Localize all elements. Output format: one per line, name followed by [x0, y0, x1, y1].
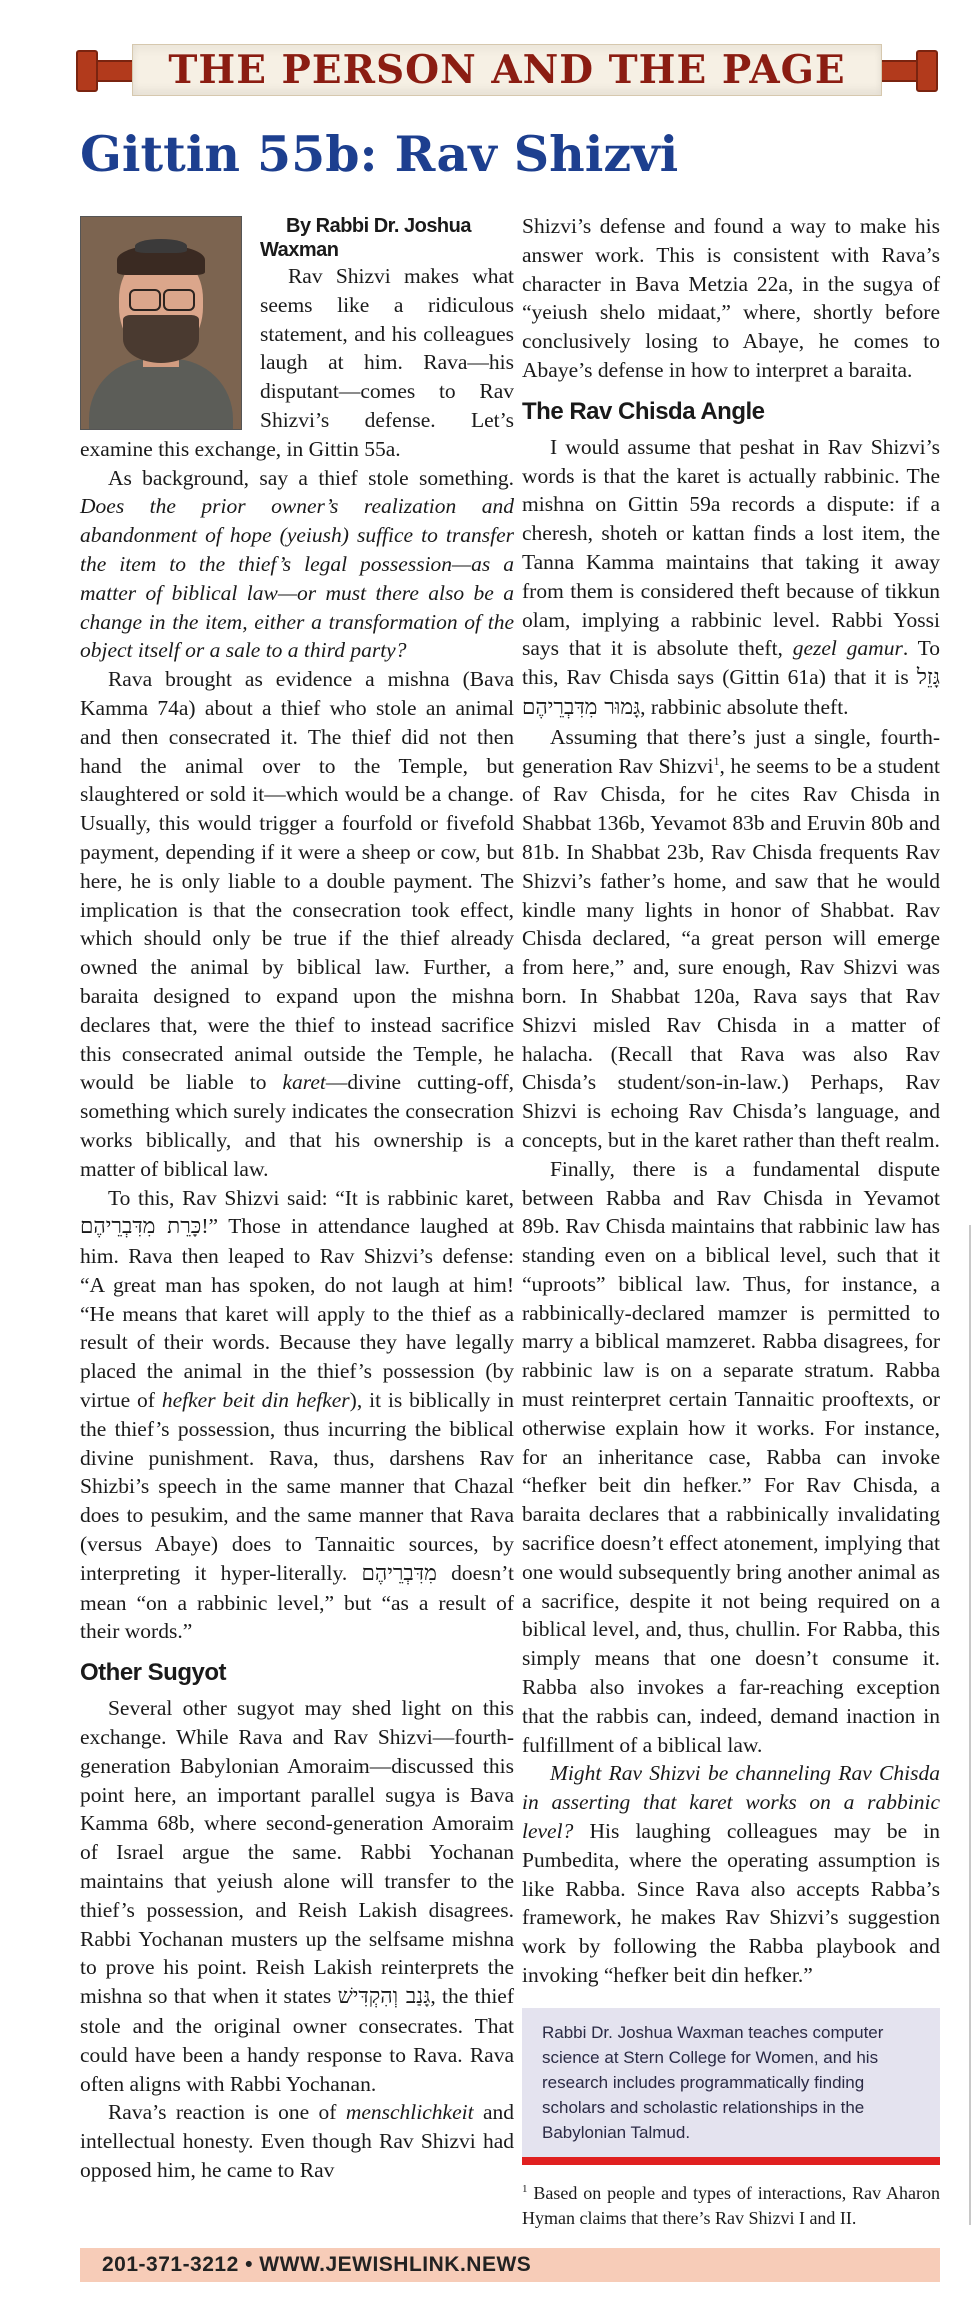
author-bio-box: Rabbi Dr. Joshua Waxman teaches computer science at Stern College for Women, and his research includes programmatically finding scholars and scholastic relationships in the Babylonian Talmud. [522, 2008, 940, 2165]
left-column [80, 214, 514, 2185]
section-banner [76, 40, 938, 100]
paragraph-peshat: I would assume that peshat in Rav Shizvi’s words is that the karet is actually rabbinic. The mishna on Gittin 59a records a dispute: if a cheresh, shoteh or kattan finds a lost item, the Tanna Kamma maintains that taking it away from them is considered theft because of tikkun olam, implying a rabbinic level. Rabbi Yossi says that it is absolute theft, gezel gamur. To this, Rav Chisda says (Gittin 61a) that it is גָּזֵל גָּמוּר מִדִּבְרֵיהֶם, rabbinic absolute theft. [522, 434, 940, 720]
hebrew-phrase: גָּזֵל גָּמוּר מִדִּבְרֵיהֶם [522, 665, 940, 720]
paragraph-conclusion: Might Rav Shizvi be channeling Rav Chisda in asserting that karet works on a rabbinic level? His laughing colleagues may be in Pumbedita, where the operating assumption is like Rabba. Since Rava also accepts Rabba’s framework, he makes Rav Shizvi’s suggestion work by following the Rabba playbook and invoking “hefker beit din hefker.” [522, 1761, 940, 1988]
author-photo [80, 216, 242, 430]
paragraph-rava-evidence: Rava brought as evidence a mishna (Bava Kamma 74a) about a thief who stole an animal and then consecrated it. The thief did not then hand the animal over to the Temple, but slaughtered or sold it—which would be a change. Usually, this would trigger a fourfold or fivefold payment, depending if it were a sheep or cow, but here, he is only liable to a double payment. The implication is that the consecration took effect, which should only be true if the thief already owned the animal by biblical law. Further, a baraita designed to expand upon the mishna declares that, were the thief to instead sacrifice this consecrated animal outside the Temple, he would be liable to karet—divine cutting-off, something which surely indicates the consecration works biblically, and that his ownership is a matter of biblical law. [80, 667, 514, 1181]
paragraph-fundamental-dispute: Finally, there is a fundamental dispute between Rabba and Rav Chisda in Yevamot 89b. Rav Chisda maintains that rabbinic law has standing even on a biblical level, such that it “uproots” biblical law. Thus, for instance, a rabbinically-declared mamzer is permitted to marry a biblical mamzeret. Rabba disagrees, for rabbinic law is on a separate stratum. Rabba must reinterpret certain Tannaitic prooftexts, or otherwise explain how it works. For instance, for an inheritance case, Rabba can invoke “hefker beit din hefker.” For Rav Chisda, a baraita declares that a rabbinically invalidating sacrifice doesn’t effect atonement, implying that one would subsequently bring another animal as a sacrifice, despite it not being required on a biblical level, and, thus, chullin. For Rabba, this simply means that one doesn’t consume it. Rabba also invokes a far-reaching exception that the rabbis can, indeed, demand inaction in fulfillment of a biblical law. [522, 1156, 940, 1757]
footer-contact: 201-371-3212 • WWW.JEWISHLINK.NEWS [102, 2253, 532, 2276]
footnote-marker: 1 [713, 753, 720, 768]
subheading-rav-chisda-angle: The Rav Chisda Angle [522, 397, 765, 425]
subheading-other-sugyot: Other Sugyot [80, 1659, 227, 1687]
paragraph-rav-shizvi-said: To this, Rav Shizvi said: “It is rabbinic karet, כָּרֵת מִדִּבְרֵיהֶם!” Those in attendance laughed at him. Rava then leaped to Rav Shizvi’s defense: “A great man has spoken, do not laugh at him! “He means that karet will apply to the thief as a result of their words. Because they have legally placed the animal in the thief’s possession (by virtue of hefker beit din hefker), it is biblically in the thief’s possession, thus incurring the biblical divine punishment. Rava, thus, darshens Rav Shizbi’s speech in the same manner that Chazal does to pesukim, and the same manner that Rava (versus Abaye) does to Tannaitic sources, by interpreting it hyper-literally. מִדִּבְרֵיהֶם doesn’t mean “on a rabbinic level,” but “as a result of their words.” [80, 1185, 514, 1644]
paragraph-rava-reaction: Rava’s reaction is one of menschlichkeit and intellectual honesty. Even though Rav Shizvi had opposed him, he came to Rav [80, 2100, 515, 2182]
hebrew-phrase: כָּרֵת מִדִּבְרֵיהֶם [80, 1214, 202, 1240]
hebrew-phrase: גָּנַב וְהִקְדִּישׁ [337, 1984, 431, 2010]
right-column [522, 212, 940, 2231]
byline: By Rabbi Dr. Joshua Waxman [260, 215, 471, 261]
paragraph-other-sugyot: Several other sugyot may shed light on this exchange. While Rava and Rav Shizvi—fourth-generation Babylonian Amoraim—discussed this point here, an important parallel sugya is Bava Kamma 68b, where second-generation Amoraim of Israel argue the same. Rabbi Yochanan maintains that yeiush alone will transfer to the thief’s possession, and Reish Lakish disagrees. Rabbi Yochanan musters up the selfsame mishna to prove his point. Reish Lakish reinterprets the mishna so that when it states גָּנַב וְהִקְדִּישׁ, the thief stole and the original owner consecrates. That could have been a handy response to Rava. Rava often aligns with Rabbi Yochanan. [80, 1696, 515, 2096]
article-headline: Gittin 55b: Rav Shizvi [80, 125, 679, 183]
banner-rod-cap-left [76, 50, 98, 92]
hebrew-phrase: מִדִּבְרֵיהֶם [361, 1560, 437, 1586]
paragraph-continued: Shizvi’s defense and found a way to make his answer work. This is consistent with Rava’s character in Bava Metzia 22a, in the sugya of “yeiush shelo midaat,” where, shortly before conclusively losing to Abaye, he comes to Abaye’s defense in how to interpret a baraita. [522, 214, 940, 382]
paragraph-intro: Rav Shizvi makes what seems like a ridiculous statement, and his colleagues laugh at him. Rava—his disputant—comes to Rav Shizvi’s defense. Let’s examine this exchange, in Gittin 55a. [80, 264, 514, 461]
footer-bar [80, 2248, 940, 2282]
paragraph-background: As background, say a thief stole something. Does the prior owner’s realization and abandonment of hope (yeiush) suffice to transfer the item to the thief’s legal possession—as a matter of biblical law—or must there also be a change in the item, either a transformation of the object itself or a sale to a third party? [80, 465, 514, 663]
banner-rod-cap-right [916, 50, 938, 92]
banner-title: THE PERSON AND THE PAGE [168, 47, 846, 93]
banner-scroll [132, 44, 882, 96]
footnote: $^1$ Based on people and types of interactions, Rav Aharon Hyman claims that there’s Rav Shizvi I and II. [522, 2182, 940, 2228]
paragraph-single-shizvi: Assuming that there’s just a single, fourth-generation Rav Shizvi$^1$, he seems to be a student of Rav Chisda, for he cites Rav Chisda in Shabbat 136b, Yevamot 83b and Eruvin 80b and 81b. In Shabbat 23b, Rav Chisda frequents Rav Shizvi’s father’s home, and saw that he would kindle many lights in honor of Shabbat. Rav Chisda declared, “a great person will emerge from here,” and, sure enough, Rav Shizvi was born. In Shabbat 120a, Rava says that Rav Shizvi misled Rav Chisda in a matter of halacha. (Recall that Rava was also Rav Chisda’s student/son-in-law.) Perhaps, Rav Shizvi is echoing Rav Chisda’s language, and concepts, but in the karet rather than theft realm. [522, 724, 940, 1152]
